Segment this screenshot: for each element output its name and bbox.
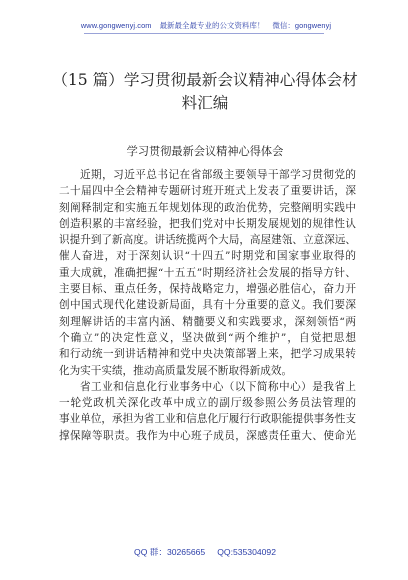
article-body <box>59 167 356 444</box>
header-divider <box>84 33 324 34</box>
text-line: 重大成就，准确把握“十五五”时期经济社会发展的指导方针、 <box>59 266 356 279</box>
text-line: 二十届四中全会精神专题研讨班开班式上发表了重要讲话，深 <box>59 185 356 198</box>
text-line: 近期，习近平总书记在省部级主要领导干部学习贯彻党的 <box>80 169 356 181</box>
text-line: 识提升到了新高度。讲话统揽两个大局，高屋建瓴、立意深远、 <box>59 234 356 247</box>
footer-qq: QQ:535304092 <box>217 547 276 557</box>
header-site-link[interactable]: www.gongwenyj.com <box>80 21 152 30</box>
text-line: 创造积累的丰富经验，把我们党对中长期发展规划的规律性认 <box>59 217 356 230</box>
article-subtitle: 学习贯彻最新会议精神心得体会 <box>126 145 284 158</box>
text-line: 省工业和信息化行业事务中心（以下简称中心）是我省上 <box>80 380 356 393</box>
text-line: 撑保障等职责。我作为中心班子成员，深感责任重大、使命光 <box>59 429 356 442</box>
page-header <box>50 20 362 31</box>
header-slogan: 最新最全最专业的公文资料库！ <box>159 21 265 30</box>
text-line: 催人奋进，对于深刻认识“十四五”时期党和国家事业取得的 <box>59 250 356 263</box>
text-line: 和行动统一到讲话精神和党中央决策部署上来，把学习成果转 <box>59 348 356 361</box>
document-title-line: （15 篇）学习贯彻最新会议精神心得体会材 <box>52 71 358 89</box>
document-title <box>40 69 370 115</box>
text-line: 个确立”的决定性意义，坚决做到“两个维护”，自觉把思想 <box>59 331 356 344</box>
header-wechat: 微信：gongwenyj <box>272 21 332 30</box>
text-line: 主要目标、重点任务，保持战略定力，增强必胜信心，奋力开 <box>59 283 356 296</box>
paragraph <box>59 167 356 379</box>
text-line: 化为实干实绩，推动高质量发展不断取得新成效。 <box>59 364 293 377</box>
text-line: 刻阐释制定和实施五年规划体现的政治优势，完整阐明实践中 <box>59 201 356 214</box>
text-line: 创中国式现代化建设新局面，具有十分重要的意义。我们要深 <box>59 299 356 312</box>
page-footer <box>120 546 290 558</box>
paragraph <box>59 379 356 444</box>
text-line: 事业单位，承担为省工业和信息化厅履行行政职能提供事务性支 <box>59 413 356 426</box>
text-line: 刻理解讲话的丰富内涵、精髓要义和实践要求，深刻领悟“两 <box>59 315 356 328</box>
footer-qq-group: QQ 群：30265665 <box>134 547 206 557</box>
text-line: 一轮党政机关深化改革中成立的副厅级参照公务员法管理的 <box>59 397 356 410</box>
document-title-line: 料汇编 <box>181 94 229 112</box>
